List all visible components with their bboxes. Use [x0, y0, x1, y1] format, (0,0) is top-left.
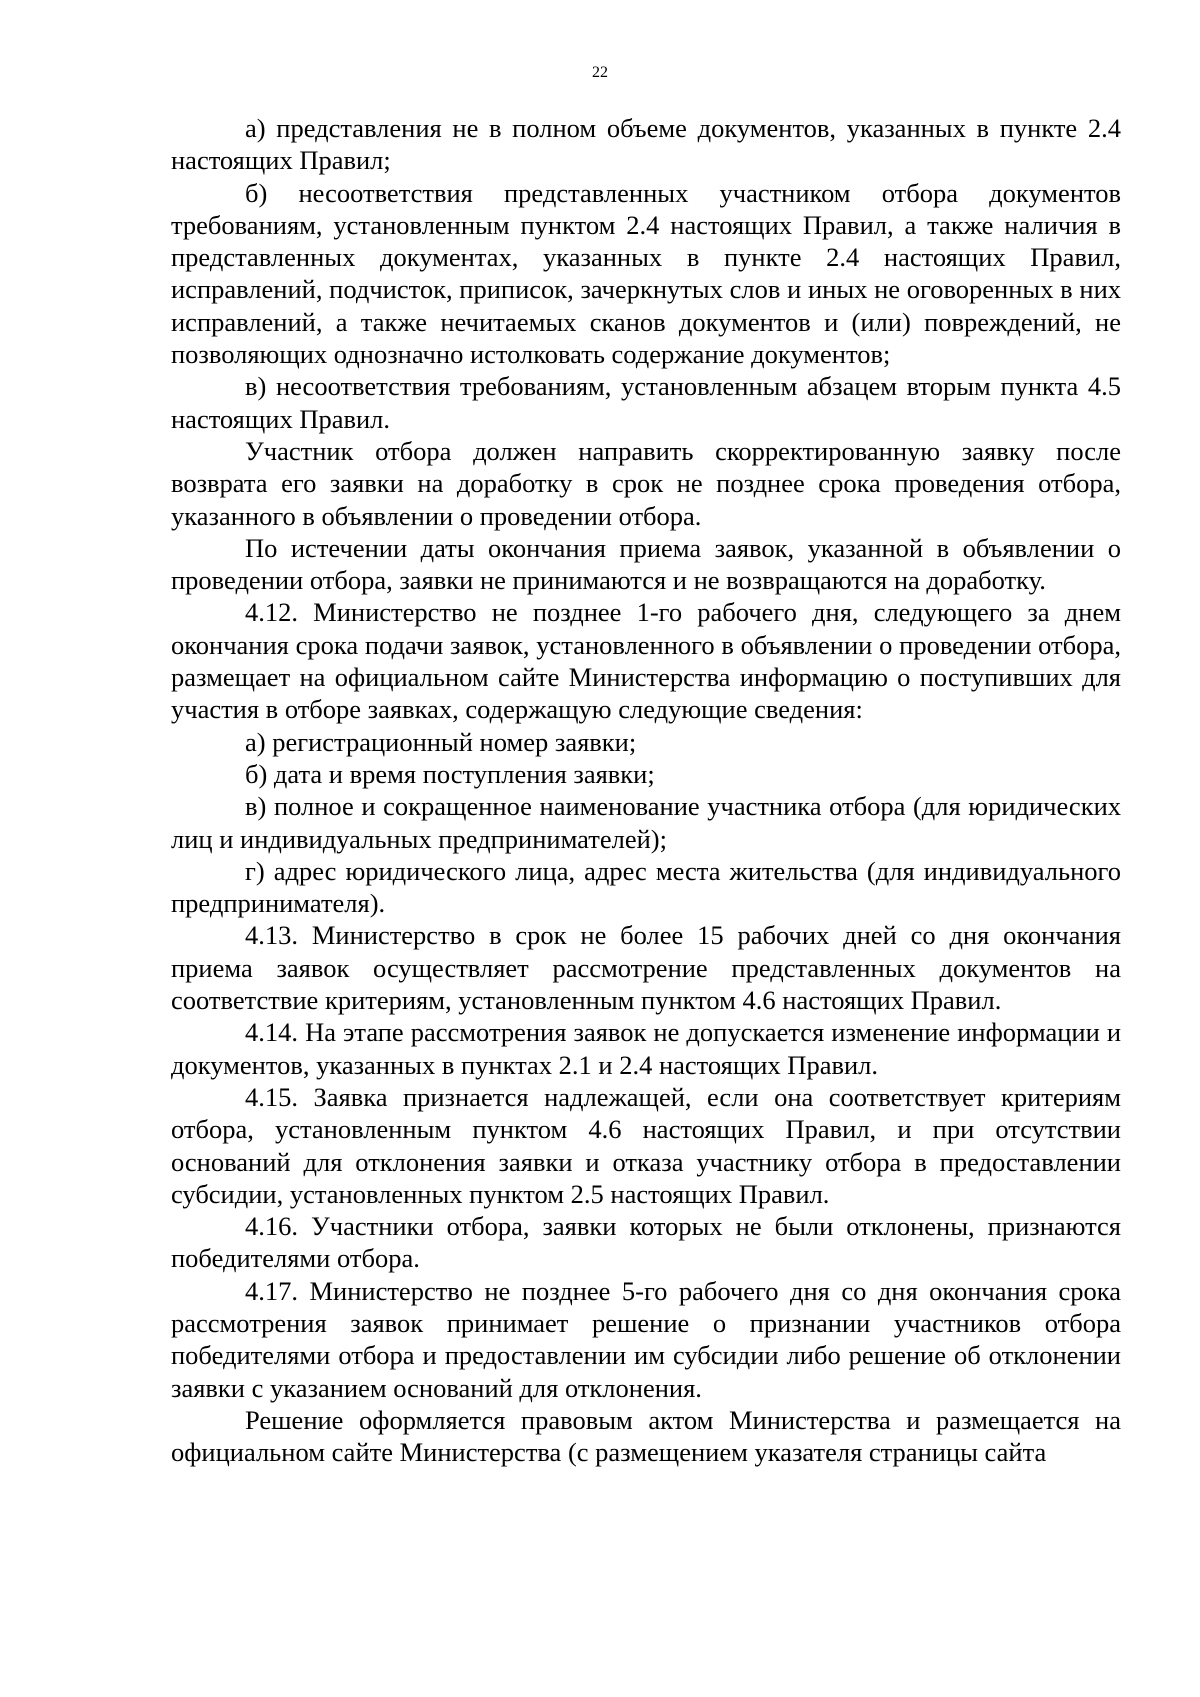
page-number: 22 — [592, 64, 608, 81]
paragraph-item-a-incomplete-documents: а) представления не в полном объеме документов, указанных в пункте 2.4 настоящих Правил; — [171, 113, 1121, 176]
paragraph-4-12-b: б) дата и время поступления заявки; — [245, 758, 655, 789]
paragraph-resubmission: Участник отбора должен направить скорректированную заявку после возврата его заявки на доработку в срок не позднее срока проведения отбора, указанного в объявлении о проведении отбора. — [171, 435, 1121, 531]
paragraph-deadline: По истечении даты окончания приема заявок, указанной в объявлении о проведении отбора, заявки не принимаются и не возвращаются на доработку. — [171, 532, 1121, 596]
paragraph-4-12: 4.12. Министерство не позднее 1-го рабочего дня, следующего за днем окончания срока подачи заявок, установленного в объявлении о проведении отбора, размещает на официальном сайте Министерства информацию о поступивших для участия в отборе заявках, содержащую следующие сведения: — [171, 597, 1121, 725]
paragraph-4-12-a: а) регистрационный номер заявки; — [245, 726, 637, 757]
paragraph-4-12-v: в) полное и сокращенное наименование участника отбора (для юридических лиц и индивидуальных предпринимателей); — [171, 791, 1121, 854]
paragraph-4-13: 4.13. Министерство в срок не более 15 рабочих дней со дня окончания приема заявок осуществляет рассмотрение представленных документов на соответствие критериям, установленным пунктом 4.6 настоящих Правил. — [171, 920, 1121, 1016]
paragraph-4-15: 4.15. Заявка признается надлежащей, если она соответствует критериям отбора, установленным пунктом 4.6 настоящих Правил, и при отсутствии оснований для отклонения заявки и отказа участнику отбора в предоставлении субсидии, установленных пунктом 2.5 настоящих Правил. — [171, 1081, 1121, 1209]
paragraph-4-16: 4.16. Участники отбора, заявки которых не были отклонены, признаются победителями отбора. — [171, 1211, 1121, 1274]
paragraph-4-12-g: г) адрес юридического лица, адрес места жительства (для индивидуального предпринимателя). — [171, 855, 1121, 919]
document-body — [171, 112, 1121, 1468]
paragraph-decision: Решение оформляется правовым актом Министерства и размещается на официальном сайте Министерства (с размещением указателя страницы сайта — [171, 1404, 1121, 1468]
paragraph-item-b-nonconformity: б) несоответствия представленных участником отбора документов требованиям, установленным пунктом 2.4 настоящих Правил, а также наличия в представленных документах, указанных в пункте 2.4 настоящих Правил, исправлений, подчисток, приписок, зачеркнутых слов и иных не оговоренных в них исправлений, а также нечитаемых сканов документов и (или) повреждений, не позволяющих однозначно истолковать содержание документов; — [171, 177, 1121, 370]
paragraph-4-17: 4.17. Министерство не позднее 5-го рабочего дня со дня окончания срока рассмотрения заявок принимает решение о признании участников отбора победителями отбора и предоставлении им субсидии либо решение об отклонении заявки с указанием оснований для отклонения. — [171, 1275, 1121, 1403]
paragraph-item-v-requirements: в) несоответствия требованиям, установленным абзацем вторым пункта 4.5 настоящих Правил. — [171, 371, 1121, 434]
paragraph-4-14: 4.14. На этапе рассмотрения заявок не допускается изменение информации и документов, указанных в пунктах 2.1 и 2.4 настоящих Правил. — [171, 1017, 1121, 1080]
